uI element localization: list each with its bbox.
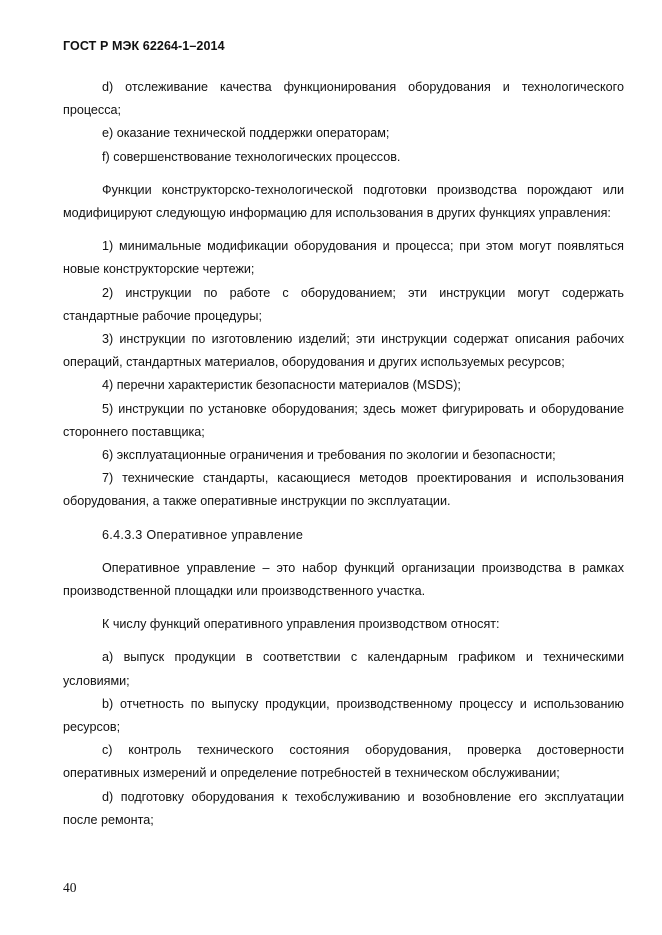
paragraph: b) отчетность по выпуску продукции, производственному процессу и использованию ресурсов; <box>63 696 624 735</box>
paragraph: 6) эксплуатационные ограничения и требования по экологии и безопасности; <box>102 448 556 463</box>
paragraph: 1) минимальные модификации оборудования и процесса; при этом могут появляться новые конструкторские чертежи; <box>63 239 624 277</box>
paragraph: d) отслеживание качества функционирования оборудования и технологического процесса; <box>63 80 624 118</box>
paragraph-spacer <box>63 169 624 179</box>
section-heading: 6.4.3.3 Оперативное управление <box>102 527 304 542</box>
paragraph: a) выпуск продукции в соответствии с календарным графиком и техническими условиями; <box>63 650 624 688</box>
paragraph-spacer <box>63 547 624 557</box>
paragraph: Оперативное управление – это набор функций организации производства в рамках производственной площадки или производственного участка. <box>63 560 624 599</box>
document-header: ГОСТ Р МЭК 62264-1–2014 <box>63 39 225 53</box>
paragraph: 5) инструкции по установке оборудования; здесь может фигурировать и оборудование стороннего поставщика; <box>63 401 624 439</box>
paragraph: c) контроль технического состояния оборудования, проверка достоверности оперативных измерений и определение потребностей в техническом обслуживании; <box>63 743 624 781</box>
paragraph: 4) перечни характеристик безопасности материалов (MSDS); <box>102 378 461 393</box>
page-number: 40 <box>63 880 77 895</box>
paragraph-spacer <box>63 636 624 646</box>
paragraph: К числу функций оперативного управления производством относят: <box>102 617 500 632</box>
paragraph-spacer <box>63 514 624 524</box>
paragraph: 2) инструкции по работе с оборудованием; эти инструкции могут содержать стандартные рабочие процедуры; <box>63 285 624 323</box>
paragraph: Функции конструкторско-технологической подготовки производства порождают или модифицируют следующую информацию для использования в других функциях управления: <box>63 182 624 221</box>
paragraph-spacer <box>63 603 624 613</box>
paragraph: e) оказание технической поддержки операторам; <box>102 126 390 141</box>
paragraph: 3) инструкции по изготовлению изделий; эти инструкции содержат описания рабочих операций, стандартных материалов, оборудования и других используемых ресурсов; <box>63 332 624 370</box>
paragraph-spacer <box>63 225 624 235</box>
page-body <box>63 76 624 832</box>
paragraph: f) совершенствование технологических процессов. <box>102 149 401 164</box>
paragraph: 7) технические стандарты, касающиеся методов проектирования и использования оборудования, а также оперативные инструкции по эксплуатации. <box>63 471 624 509</box>
paragraph: d) подготовку оборудования к техобслуживанию и возобновление его эксплуатации после ремонта; <box>63 789 624 827</box>
